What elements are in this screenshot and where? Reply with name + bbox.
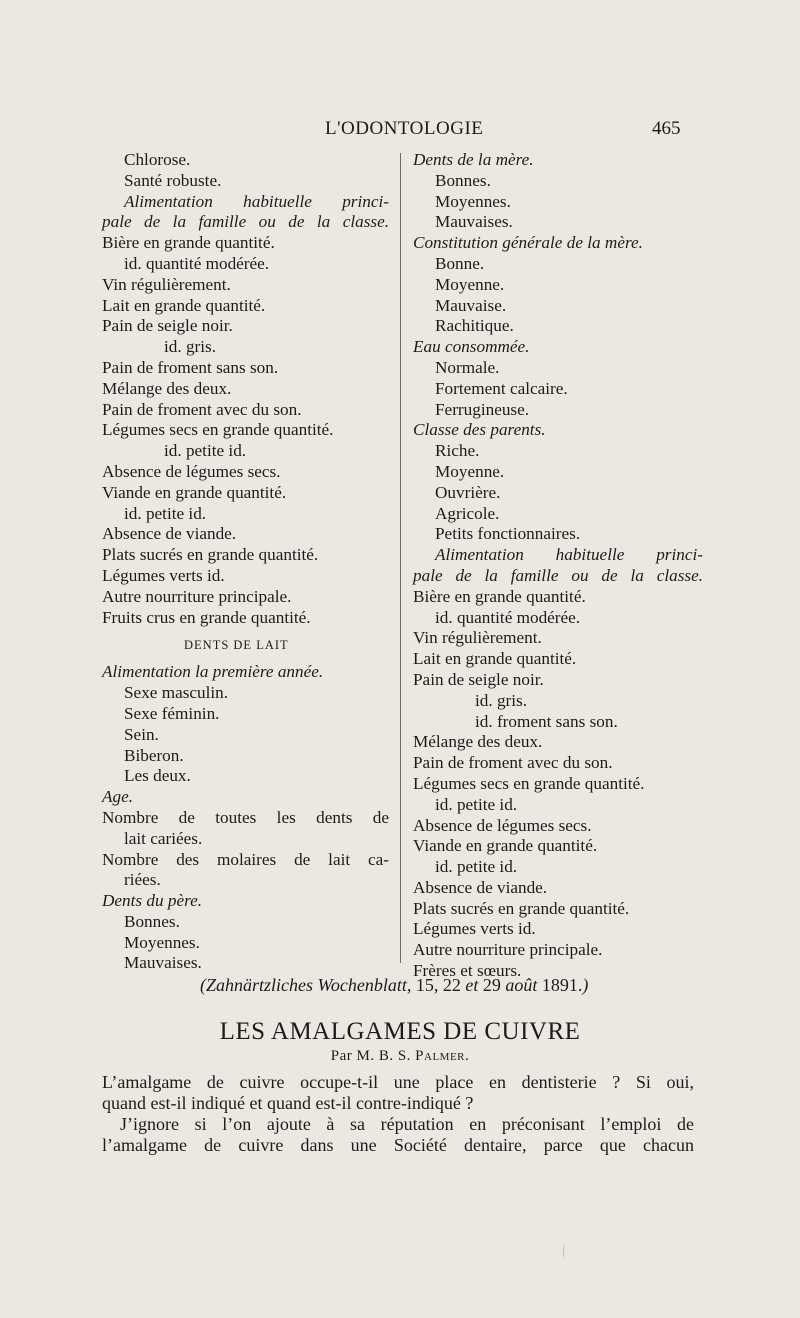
left-column-line: Sein. xyxy=(124,724,159,744)
column-divider xyxy=(400,153,401,963)
left-column-line: Plats sucrés en grande quantité. xyxy=(102,545,319,565)
left-column xyxy=(102,150,389,974)
left-column-line: Santé robuste. xyxy=(124,170,222,190)
citation-dates: 15, 22 xyxy=(415,975,461,995)
left-column-line: Fruits crus en grande quantité. xyxy=(102,607,311,627)
right-column-line: Fortement calcaire. xyxy=(435,378,568,398)
right-column-line: Pain de froment avec du son. xyxy=(413,753,613,773)
left-column-line: Les deux. xyxy=(124,766,191,786)
page-number: 465 xyxy=(652,118,681,139)
left-column-line: Vin régulièrement. xyxy=(102,274,231,294)
right-column-line: Petits fonctionnaires. xyxy=(435,524,581,544)
right-column-line: Autre nourriture principale. xyxy=(413,940,603,960)
left-column-line: Sexe féminin. xyxy=(124,703,220,723)
left-column-line: Absence de viande. xyxy=(102,524,237,544)
left-column-line: Légumes verts id. xyxy=(102,565,225,585)
left-column-line: Age. xyxy=(102,787,134,807)
left-column-line: DENTS DE LAIT xyxy=(184,638,289,653)
right-column-line: Agricole. xyxy=(435,503,500,523)
paragraph-1 xyxy=(102,1072,694,1114)
left-column-line: riées. xyxy=(124,870,161,890)
right-column-line: Viande en grande quantité. xyxy=(413,836,598,856)
left-column-line: Mélange des deux. xyxy=(102,378,232,398)
left-column-line: Pain de froment sans son. xyxy=(102,357,279,377)
citation-source: Zahnärtzliches Wochenblatt, xyxy=(206,975,412,995)
left-column-line: Alimentation habituelle princi- xyxy=(124,191,389,211)
right-column-line: Riche. xyxy=(435,441,480,461)
paragraph-line: L’amalgame de cuivre occupe-t-il une place en dentisterie ? Si oui, xyxy=(102,1072,694,1092)
right-column-line: Plats sucrés en grande quantité. xyxy=(413,898,630,918)
right-column-line: Légumes secs en grande quantité. xyxy=(413,773,645,793)
left-column-line: pale de la famille ou de la classe. xyxy=(102,212,389,232)
left-column-line: id. petite id. xyxy=(124,503,207,523)
right-column-line: Classe des parents. xyxy=(413,420,546,440)
right-column-line: Moyennes. xyxy=(435,191,511,211)
paragraph-line: J’ignore si l’on ajoute à sa réputation en préconisant l’emploi de xyxy=(120,1114,694,1134)
left-column-line: Mauvaises. xyxy=(124,953,202,973)
right-column-line: Bonnes. xyxy=(435,170,491,190)
left-column-line: Absence de légumes secs. xyxy=(102,461,281,481)
left-column-line: Nombre de toutes les dents de xyxy=(102,807,389,827)
left-column-line: Autre nourriture principale. xyxy=(102,586,292,606)
right-column-line: id. petite id. xyxy=(435,857,518,877)
left-column-line: Chlorose. xyxy=(124,150,191,169)
right-column-line: Constitution générale de la mère. xyxy=(413,233,643,253)
citation-close: ) xyxy=(582,975,589,995)
citation xyxy=(200,975,588,996)
citation-day: 29 xyxy=(482,975,501,995)
right-column-line: Mélange des deux. xyxy=(413,732,543,752)
right-column xyxy=(413,150,703,982)
right-column-line: id. gris. xyxy=(475,690,528,710)
article-byline xyxy=(0,1048,800,1065)
left-column-line: Nombre des molaires de lait ca- xyxy=(102,849,389,869)
right-column-line: Ouvrière. xyxy=(435,482,501,502)
right-column-line: pale de la famille ou de la classe. xyxy=(413,565,703,585)
left-column-line: id. gris. xyxy=(164,337,217,357)
left-column-line: Viande en grande quantité. xyxy=(102,482,287,502)
right-column-line: Rachitique. xyxy=(435,316,514,336)
left-column-line: Bière en grande quantité. xyxy=(102,233,275,253)
left-column-line: id. petite id. xyxy=(164,441,247,461)
left-column-line: Dents du père. xyxy=(102,891,203,911)
left-column-line: Moyennes. xyxy=(124,932,200,952)
right-column-line: Frères et sœurs. xyxy=(413,961,522,981)
right-column-line: Eau consommée. xyxy=(413,337,530,357)
citation-et: et xyxy=(465,975,479,995)
right-column-line: Mauvaises. xyxy=(435,212,513,232)
article-title: LES AMALGAMES DE CUIVRE xyxy=(219,1018,581,1045)
right-column-line: Moyenne. xyxy=(435,461,505,481)
left-column-line: Alimentation la première année. xyxy=(102,662,324,682)
citation-month: août xyxy=(505,975,538,995)
right-column-line: Absence de viande. xyxy=(413,877,548,897)
running-header xyxy=(0,118,800,142)
left-column-line: Biberon. xyxy=(124,745,184,765)
paragraph-2 xyxy=(102,1114,694,1156)
left-column-line: Pain de seigle noir. xyxy=(102,316,233,336)
citation-open: ( xyxy=(200,975,206,995)
right-column-line: id. quantité modérée. xyxy=(435,607,581,627)
right-column-line: Ferrugineuse. xyxy=(435,399,530,419)
right-column-line: Moyenne. xyxy=(435,274,505,294)
left-column-line: Sexe masculin. xyxy=(124,683,229,703)
right-column-line: Légumes verts id. xyxy=(413,919,536,939)
right-column-line: Vin régulièrement. xyxy=(413,628,542,648)
right-column-line: Mauvaise. xyxy=(435,295,507,315)
byline-author: Palmer. xyxy=(415,1048,470,1064)
right-column-line: Absence de légumes secs. xyxy=(413,815,592,835)
left-column-line: Lait en grande quantité. xyxy=(102,295,266,315)
right-column-line: Pain de seigle noir. xyxy=(413,669,544,689)
paragraph-line: l’amalgame de cuivre dans une Société dentaire, parce que chacun xyxy=(102,1135,694,1155)
right-column-line: Dents de la mère. xyxy=(413,150,534,169)
left-column-line: Légumes secs en grande quantité. xyxy=(102,420,334,440)
right-column-line: Normale. xyxy=(435,357,500,377)
byline-prefix: Par M. B. S. xyxy=(330,1048,411,1064)
right-column-line: Alimentation habituelle princi- xyxy=(435,545,703,565)
left-column-line: Bonnes. xyxy=(124,911,180,931)
right-column-line: id. petite id. xyxy=(435,794,518,814)
left-column-line: id. quantité modérée. xyxy=(124,253,270,273)
right-column-line: Bonne. xyxy=(435,253,485,273)
citation-year: 1891. xyxy=(541,975,583,995)
right-column-line: Lait en grande quantité. xyxy=(413,649,577,669)
paragraph-line: quand est-il indiqué et quand est-il contre-indiqué ? xyxy=(102,1093,474,1113)
journal-title: L'ODONTOLOGIE xyxy=(325,118,484,139)
left-column-line: lait cariées. xyxy=(124,828,203,848)
right-column-line: id. froment sans son. xyxy=(475,711,618,731)
left-column-line: Pain de froment avec du son. xyxy=(102,399,302,419)
right-column-line: Bière en grande quantité. xyxy=(413,586,586,606)
paper-mark xyxy=(563,1244,568,1258)
